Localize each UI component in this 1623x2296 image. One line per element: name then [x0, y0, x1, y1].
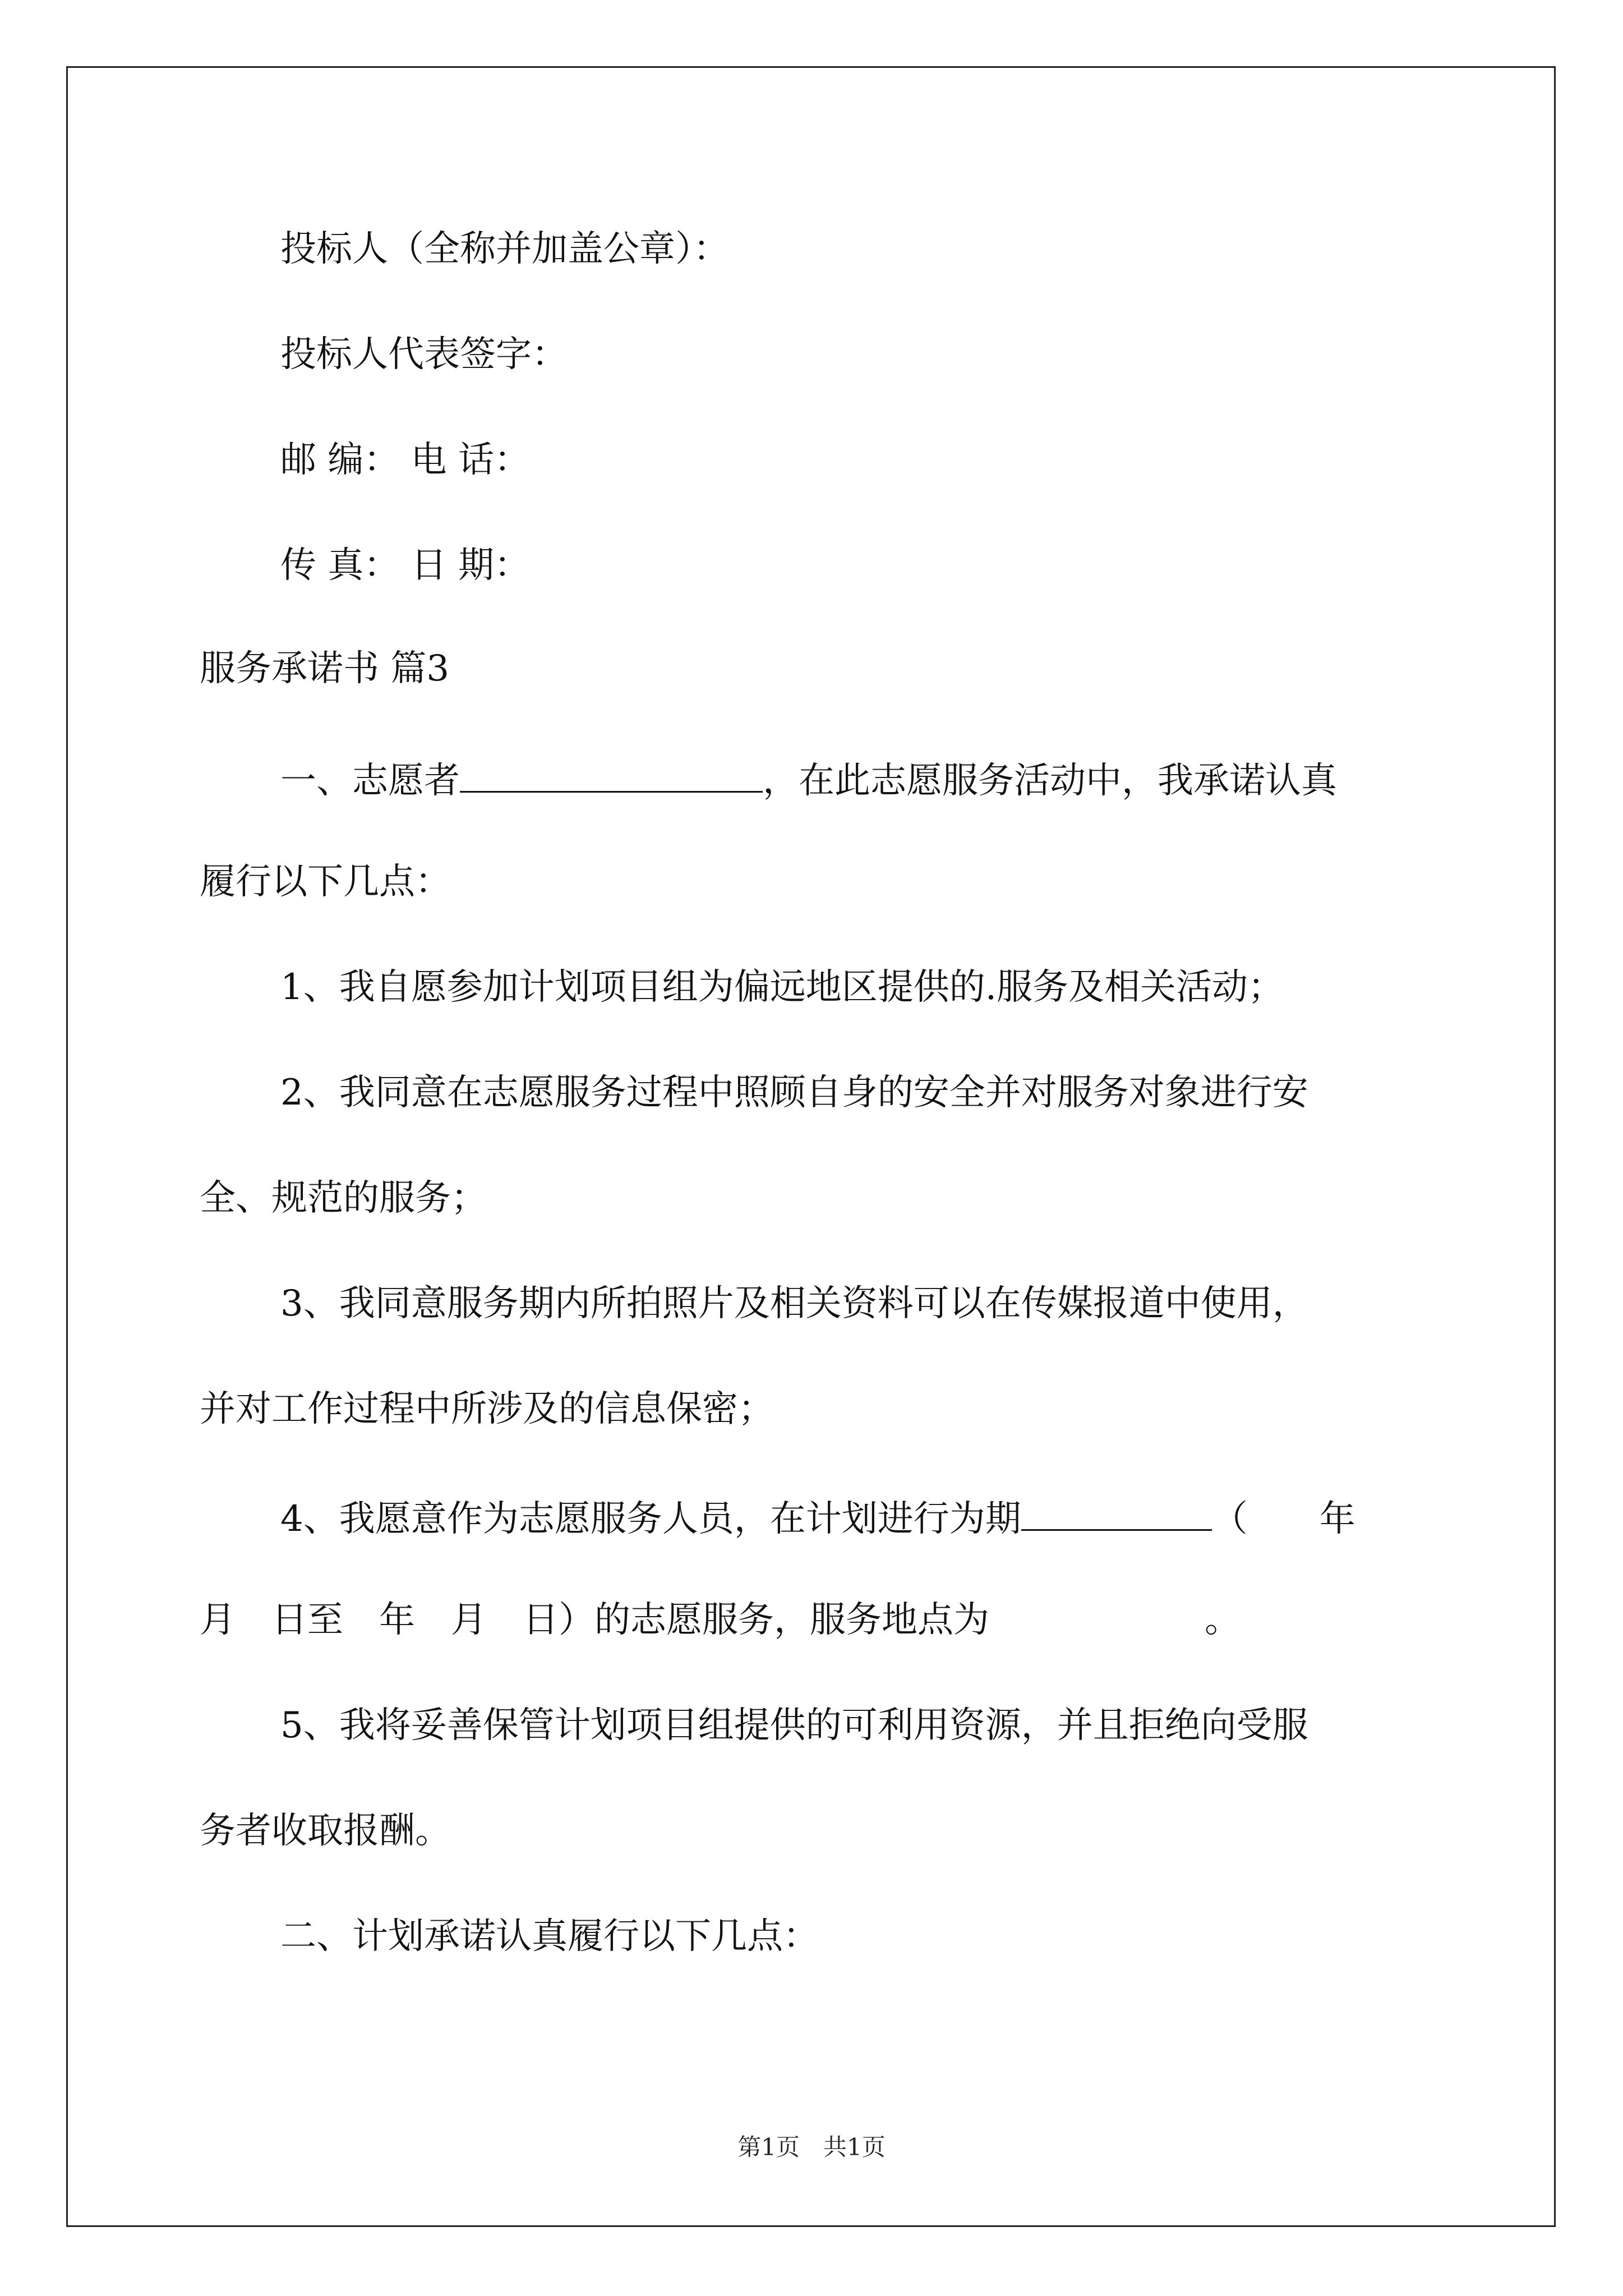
- period-label: 4、我愿意作为志愿服务人员，在计划进行为期: [280, 1498, 1021, 1540]
- bidder-line: 投标人（全称并加盖公章）：: [280, 228, 729, 270]
- page-footer: 第1页 共1页: [737, 2133, 886, 2161]
- paragraph-line: 月 日至 年 月 日）的志愿服务，服务地点为 。: [200, 1599, 1241, 1641]
- paragraph-line: 务者收取报酬。: [200, 1810, 451, 1852]
- period-blank: [1021, 1497, 1212, 1531]
- volunteer-name-blank: [460, 758, 763, 793]
- page-border: [66, 66, 1556, 2227]
- volunteer-label: 一、志愿者: [280, 760, 460, 802]
- paragraph-period-line: [280, 1497, 1355, 1540]
- fax-date-line: 传 真： 日 期：: [280, 545, 531, 586]
- paragraph-volunteer-line: [280, 758, 1337, 802]
- period-text: （ 年: [1211, 1498, 1355, 1540]
- section-heading: 服务承诺书 篇3: [200, 648, 450, 689]
- bidder-signature-line: 投标人代表签字：: [280, 334, 568, 375]
- paragraph-line: 5、我将妥善保管计划项目组提供的可利用资源，并且拒绝向受服: [280, 1705, 1308, 1746]
- paragraph-line: 二、计划承诺认真履行以下几点：: [280, 1916, 819, 1957]
- paragraph-line: 1、我自愿参加计划项目组为偏远地区提供的.服务及相关活动；: [280, 967, 1284, 1008]
- paragraph-line: 并对工作过程中所涉及的信息保密；: [200, 1388, 774, 1430]
- paragraph-line: 3、我同意服务期内所拍照片及相关资料可以在传媒报道中使用，: [280, 1283, 1308, 1324]
- paragraph-line: 2、我同意在志愿服务过程中照顾自身的安全并对服务对象进行安: [280, 1072, 1308, 1114]
- paragraph-line: 全、规范的服务；: [200, 1177, 487, 1219]
- volunteer-text: ，在此志愿服务活动中，我承诺认真: [763, 760, 1337, 802]
- postcode-phone-line: 邮 编： 电 话：: [280, 439, 531, 481]
- paragraph-line: 履行以下几点：: [200, 861, 451, 903]
